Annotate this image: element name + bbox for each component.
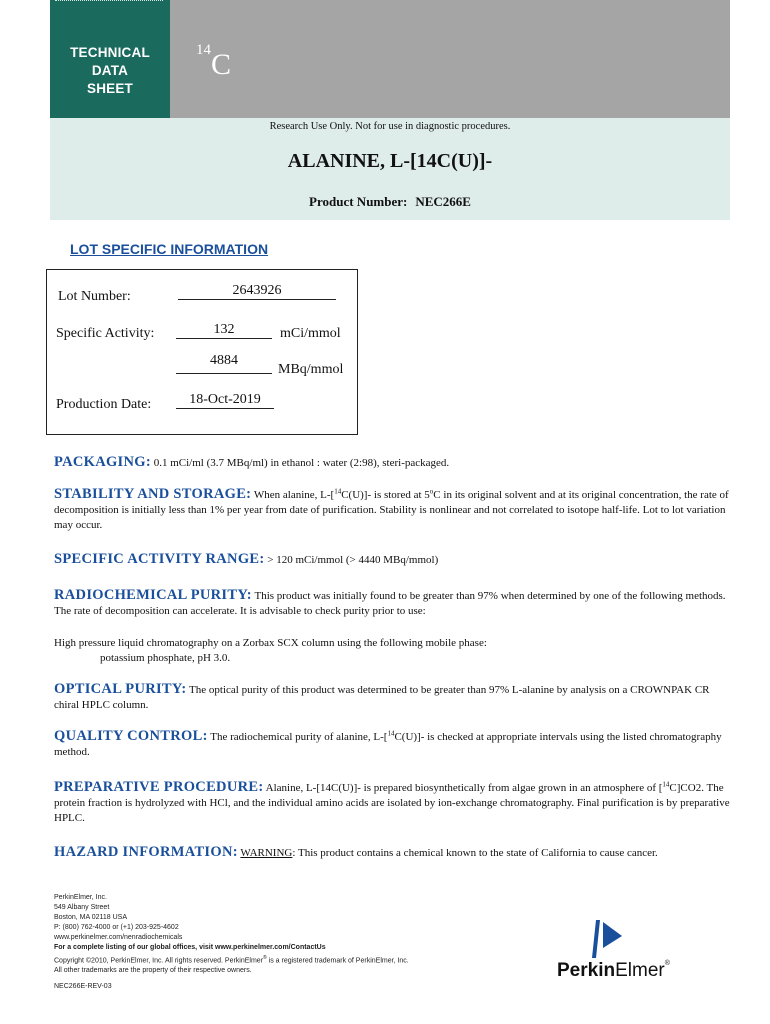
sheet-type-line: TECHNICAL bbox=[70, 45, 150, 60]
unit-mci: mCi/mmol bbox=[280, 326, 341, 341]
sheet-type-line: DATA bbox=[91, 63, 129, 78]
registered-mark: ® bbox=[263, 955, 267, 961]
document-revision: NEC266E-REV-03 bbox=[54, 983, 112, 991]
stability-text: C(U)]- is stored at 5 bbox=[341, 489, 430, 501]
radiochemical-heading: RADIOCHEMICAL PURITY: bbox=[54, 587, 252, 603]
lot-number-label: Lot Number: bbox=[58, 289, 131, 304]
company-city: Boston, MA 02118 USA bbox=[54, 914, 128, 921]
product-number bbox=[50, 194, 730, 210]
sheet-type-label bbox=[50, 44, 170, 98]
qc-heading: QUALITY CONTROL: bbox=[54, 728, 208, 744]
qc-section bbox=[54, 729, 730, 760]
packaging-section bbox=[54, 455, 730, 471]
optical-heading: OPTICAL PURITY: bbox=[54, 681, 187, 697]
stability-section bbox=[54, 487, 730, 533]
copyright-line bbox=[54, 953, 494, 966]
hazard-heading: HAZARD INFORMATION: bbox=[54, 844, 238, 860]
product-number-label: Product Number: bbox=[309, 194, 408, 209]
specific-activity-mci: 132 bbox=[176, 322, 272, 339]
method-line: High pressure liquid chromatography on a Zorbax SCX column using the following mobile phase: bbox=[54, 637, 487, 649]
isotope-mass: 14 bbox=[196, 42, 211, 58]
product-number-value: NEC266E bbox=[415, 194, 471, 209]
company-footer bbox=[54, 893, 494, 992]
registered-mark: ® bbox=[664, 960, 670, 967]
specific-activity-mbq: 4884 bbox=[176, 353, 272, 374]
hazard-text: : This product contains a chemical known to the state of California to cause cancer. bbox=[292, 847, 658, 859]
isotope-banner bbox=[170, 0, 730, 118]
unit-mbq: MBq/mmol bbox=[278, 362, 344, 377]
sheet-type-banner bbox=[50, 0, 170, 118]
trademark-note: All other trademarks are the property of their respective owners. bbox=[54, 967, 252, 975]
isotope-symbol bbox=[196, 42, 232, 82]
product-title: ALANINE, L-[14C(U)]- bbox=[287, 150, 493, 172]
degree-superscript: o bbox=[429, 487, 434, 496]
qc-text: C(U)]- is checked at appropriate intervals using the listed chromatography method. bbox=[54, 731, 722, 758]
packaging-text: 0.1 mCi/ml (3.7 MBq/ml) in ethanol : water (2:98), steri-packaged. bbox=[153, 457, 450, 469]
company-phone: P: (800) 762-4000 or (+1) 203-925-4602 bbox=[54, 924, 179, 931]
banner-top-rule bbox=[55, 0, 163, 3]
wordmark-elmer: Elmer bbox=[615, 960, 665, 981]
mobile-phase-line: potassium phosphate, pH 3.0. bbox=[100, 652, 231, 664]
sa-range-text: > 120 mCi/mmol (> 4440 MBq/mmol) bbox=[267, 554, 439, 566]
wordmark-perkin: Perkin bbox=[557, 960, 616, 981]
hazard-section bbox=[54, 845, 730, 861]
copyright-text: Copyright ©2010, PerkinElmer, Inc. All rights reserved. PerkinElmer bbox=[54, 957, 264, 965]
isotope-superscript: 14 bbox=[334, 487, 342, 496]
copyright-text: is a registered trademark of PerkinElmer, Inc. bbox=[266, 957, 409, 965]
qc-text: The radiochemical purity of alanine, L-[ bbox=[210, 731, 388, 743]
optical-section bbox=[54, 682, 730, 713]
isotope-letter: C bbox=[211, 48, 232, 81]
prep-text: C]CO2. The protein fraction is hydrolyzed with HCl, and the individual amino acids are isolated by ion-exchange chromatography. Final purification is by preparative HPLC. bbox=[54, 782, 730, 824]
isotope-superscript: 14 bbox=[662, 780, 670, 789]
isotope-superscript: 14 bbox=[387, 729, 395, 738]
perkinelmer-wordmark bbox=[557, 960, 670, 982]
lot-number-value: 2643926 bbox=[178, 283, 336, 300]
company-name: PerkinElmer, Inc. bbox=[54, 894, 107, 901]
company-street: 549 Albany Street bbox=[54, 904, 110, 911]
stability-heading: STABILITY AND STORAGE: bbox=[54, 486, 252, 502]
sa-range-heading: SPECIFIC ACTIVITY RANGE: bbox=[54, 551, 265, 567]
global-offices-note: For a complete listing of our global offices, visit www.perkinelmer.com/ContactUs bbox=[54, 944, 326, 951]
disclaimer: Research Use Only. Not for use in diagnostic procedures. bbox=[269, 121, 511, 132]
radiochemical-text: This product was initially found to be greater than 97% when determined by one of the following methods. The rate of decomposition can accelerate. It is advisable to check purity prior to use: bbox=[54, 590, 726, 617]
lot-heading: LOT SPECIFIC INFORMATION bbox=[70, 241, 269, 257]
stability-text: When alanine, L-[ bbox=[253, 489, 335, 501]
production-date-label: Production Date: bbox=[56, 397, 152, 412]
sheet-type-line: SHEET bbox=[86, 81, 133, 96]
packaging-heading: PACKAGING: bbox=[54, 454, 151, 470]
production-date-value: 18-Oct-2019 bbox=[176, 392, 274, 409]
warning-label: WARNING bbox=[240, 847, 293, 859]
radiochemical-section bbox=[54, 588, 730, 619]
prep-text: Alanine, L-[14C(U)]- is prepared biosynthetically from algae grown in an atmosphere of [ bbox=[265, 782, 663, 794]
stability-text: C in its original solvent and at its original concentration, the rate of decomposition is initially less than 1% per year from date of purification. Stability is nonlinear and not correlated to isotope half-life. Lot to lot variation may occur. bbox=[54, 489, 729, 531]
specific-activity-label: Specific Activity: bbox=[56, 326, 155, 341]
optical-text: The optical purity of this product was determined to be greater than 97% L-alanine by analysis on a CROWNPAK CR chiral HPLC column. bbox=[54, 684, 710, 711]
sa-range-section bbox=[54, 552, 730, 568]
prep-heading: PREPARATIVE PROCEDURE: bbox=[54, 779, 264, 795]
prep-section bbox=[54, 780, 730, 826]
company-website: www.perkinelmer.com/nenradiochemicals bbox=[54, 934, 183, 941]
